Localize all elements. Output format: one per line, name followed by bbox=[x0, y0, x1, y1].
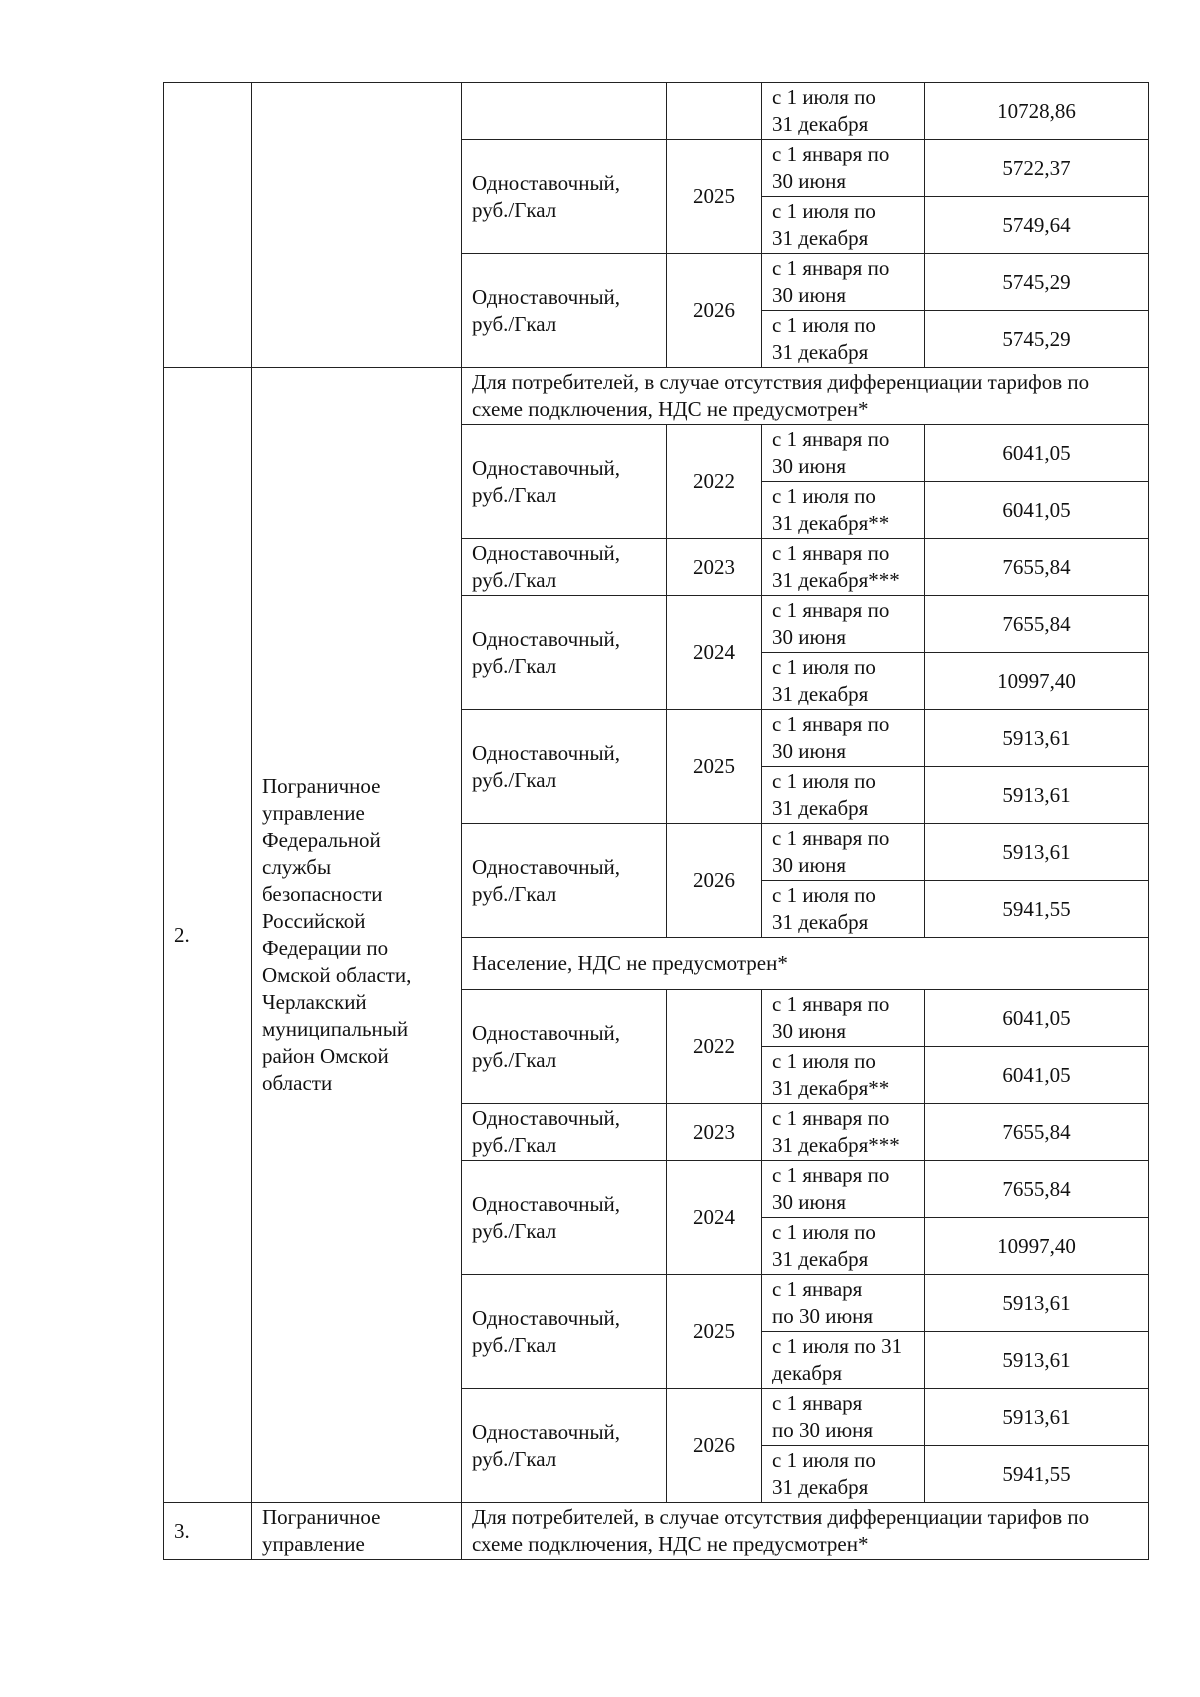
tariff-value-cell: 10728,86 bbox=[925, 83, 1149, 140]
entity-name-cell: Пограничное управление Федеральной службы безопасности Российской Федерации по Омской области, Черлакский муниципальный район Омской области bbox=[252, 368, 462, 1503]
period-cell: с 1 января по 30 июня bbox=[762, 1161, 925, 1218]
section-title-cell: Население, НДС не предусмотрен* bbox=[462, 938, 1149, 990]
year-cell: 2025 bbox=[667, 710, 762, 824]
tariff-value-cell: 6041,05 bbox=[925, 425, 1149, 482]
tariff-value-cell: 5749,64 bbox=[925, 197, 1149, 254]
tariff-value-cell: 6041,05 bbox=[925, 482, 1149, 539]
tariff-value-cell: 7655,84 bbox=[925, 539, 1149, 596]
section-title-cell: Для потребителей, в случае отсутствия дифференциации тарифов по схеме подключения, НДС не предусмотрен* bbox=[462, 368, 1149, 425]
tariff-type-cell: Одноставочный, руб./Гкал bbox=[462, 140, 667, 254]
tariff-value-cell: 5913,61 bbox=[925, 1275, 1149, 1332]
tariff-value-cell: 6041,05 bbox=[925, 990, 1149, 1047]
tariff-value-cell: 10997,40 bbox=[925, 653, 1149, 710]
year-cell: 2022 bbox=[667, 990, 762, 1104]
year-cell: 2024 bbox=[667, 596, 762, 710]
tariff-type-cell: Одноставочный, руб./Гкал bbox=[462, 539, 667, 596]
section-header-row bbox=[164, 1503, 1149, 1560]
tariff-value-cell: 7655,84 bbox=[925, 1161, 1149, 1218]
period-cell: с 1 января по 31 декабря*** bbox=[762, 539, 925, 596]
period-cell: с 1 января по 30 июня bbox=[762, 1275, 925, 1332]
period-cell: с 1 января по 30 июня bbox=[762, 1389, 925, 1446]
year-cell: 2023 bbox=[667, 539, 762, 596]
tariff-value-cell: 6041,05 bbox=[925, 1047, 1149, 1104]
tariff-type-cell: Одноставочный, руб./Гкал bbox=[462, 990, 667, 1104]
tariff-value-cell: 10997,40 bbox=[925, 1218, 1149, 1275]
tariff-type-cell: Одноставочный, руб./Гкал bbox=[462, 1275, 667, 1389]
period-cell: с 1 июля по 31 декабря bbox=[762, 83, 925, 140]
year-cell: 2022 bbox=[667, 425, 762, 539]
entity-number-cell: 2. bbox=[164, 368, 252, 1503]
period-cell: с 1 июля по 31 декабря bbox=[762, 1332, 925, 1389]
period-cell: с 1 июля по 31 декабря bbox=[762, 1218, 925, 1275]
tariff-type-cell bbox=[462, 83, 667, 140]
period-cell: с 1 июля по 31 декабря bbox=[762, 767, 925, 824]
entity-name-cell bbox=[252, 83, 462, 368]
tariff-type-cell: Одноставочный, руб./Гкал bbox=[462, 1389, 667, 1503]
tariff-value-cell: 5913,61 bbox=[925, 1389, 1149, 1446]
tariff-type-cell: Одноставочный, руб./Гкал bbox=[462, 596, 667, 710]
tariff-value-cell: 5722,37 bbox=[925, 140, 1149, 197]
tariff-type-cell: Одноставочный, руб./Гкал bbox=[462, 1161, 667, 1275]
tariff-table bbox=[163, 82, 1149, 1560]
tariff-type-cell: Одноставочный, руб./Гкал bbox=[462, 824, 667, 938]
tariff-value-cell: 7655,84 bbox=[925, 1104, 1149, 1161]
period-cell: с 1 января по 30 июня bbox=[762, 140, 925, 197]
section-title-cell: Для потребителей, в случае отсутствия дифференциации тарифов по схеме подключения, НДС не предусмотрен* bbox=[462, 1503, 1149, 1560]
year-cell: 2023 bbox=[667, 1104, 762, 1161]
period-cell: с 1 июля по 31 декабря bbox=[762, 197, 925, 254]
table-row bbox=[164, 83, 1149, 140]
tariff-value-cell: 5941,55 bbox=[925, 881, 1149, 938]
tariff-value-cell: 7655,84 bbox=[925, 596, 1149, 653]
tariff-value-cell: 5913,61 bbox=[925, 767, 1149, 824]
year-cell: 2025 bbox=[667, 140, 762, 254]
year-cell: 2026 bbox=[667, 1389, 762, 1503]
tariff-value-cell: 5745,29 bbox=[925, 254, 1149, 311]
tariff-type-cell: Одноставочный, руб./Гкал bbox=[462, 710, 667, 824]
year-cell: 2025 bbox=[667, 1275, 762, 1389]
section-header-row bbox=[164, 368, 1149, 425]
entity-number-cell bbox=[164, 83, 252, 368]
entity-name-cell: Пограничное управление bbox=[252, 1503, 462, 1560]
year-cell: 2024 bbox=[667, 1161, 762, 1275]
tariff-value-cell: 5913,61 bbox=[925, 1332, 1149, 1389]
period-cell: с 1 июля по 31 декабря bbox=[762, 881, 925, 938]
entity-number-cell: 3. bbox=[164, 1503, 252, 1560]
tariff-value-cell: 5941,55 bbox=[925, 1446, 1149, 1503]
period-cell: с 1 июля по 31 декабря bbox=[762, 1446, 925, 1503]
period-cell: с 1 июля по 31 декабря** bbox=[762, 1047, 925, 1104]
year-cell: 2026 bbox=[667, 824, 762, 938]
tariff-value-cell: 5745,29 bbox=[925, 311, 1149, 368]
period-cell: с 1 июля по 31 декабря** bbox=[762, 482, 925, 539]
period-cell: с 1 января по 30 июня bbox=[762, 710, 925, 767]
period-cell: с 1 января по 30 июня bbox=[762, 990, 925, 1047]
tariff-value-cell: 5913,61 bbox=[925, 824, 1149, 881]
period-cell: с 1 июля по 31 декабря bbox=[762, 311, 925, 368]
tariff-value-cell: 5913,61 bbox=[925, 710, 1149, 767]
period-cell: с 1 января по 30 июня bbox=[762, 824, 925, 881]
period-cell: с 1 января по 30 июня bbox=[762, 596, 925, 653]
year-cell bbox=[667, 83, 762, 140]
year-cell: 2026 bbox=[667, 254, 762, 368]
period-cell: с 1 июля по 31 декабря bbox=[762, 653, 925, 710]
period-cell: с 1 января по 30 июня bbox=[762, 254, 925, 311]
tariff-type-cell: Одноставочный, руб./Гкал bbox=[462, 254, 667, 368]
period-cell: с 1 января по 31 декабря*** bbox=[762, 1104, 925, 1161]
tariff-type-cell: Одноставочный, руб./Гкал bbox=[462, 425, 667, 539]
period-cell: с 1 января по 30 июня bbox=[762, 425, 925, 482]
tariff-type-cell: Одноставочный, руб./Гкал bbox=[462, 1104, 667, 1161]
